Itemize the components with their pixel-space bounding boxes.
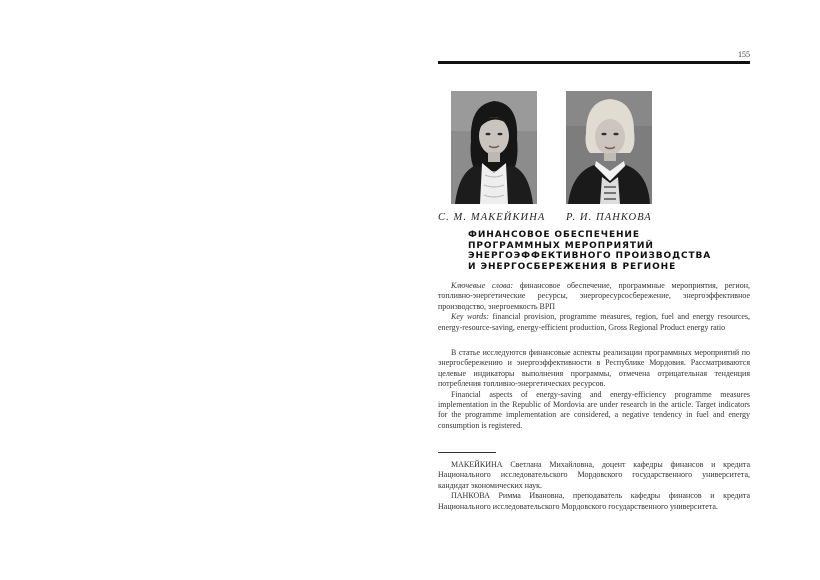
author-name-1: С. М. МАКЕЙКИНА	[438, 212, 546, 223]
keywords-ru-text: финансовое обеспечение, программные мероприятия, регион, топливно-энергетические ресурсы, энергоресурсосбережение, энергоэффективное производство, энергоемкость ВРП	[438, 281, 750, 311]
author-footnotes	[438, 460, 750, 512]
author-photo-2	[566, 91, 652, 204]
abstract-en: Financial aspects of energy-saving and energy-efficiency programme measures implementation in the Republic of Mordovia are under research in the article. Target indicators for the programme implementation are considered, a negative tendency in fuel and energy consumption is registered.	[438, 389, 750, 430]
page-number: 155	[738, 50, 750, 59]
keywords-en-label: Key words:	[451, 312, 489, 322]
title-line: ЭНЕРГОЭФФЕКТИВНОГО ПРОИЗВОДСТВА	[468, 251, 712, 261]
title-line: ФИНАНСОВОЕ ОБЕСПЕЧЕНИЕ	[468, 230, 640, 240]
title-line: И ЭНЕРГОСБЕРЕЖЕНИЯ В РЕГИОНЕ	[468, 261, 677, 272]
footnote-rule	[438, 452, 496, 453]
keywords-ru	[438, 281, 750, 312]
keywords-en	[438, 312, 750, 333]
keywords-en-text: financial provision, programme measures, region, fuel and energy resources, energy-resource-saving, energy-efficient production, Gross Regional Product energy ratio	[438, 312, 750, 332]
abstract-ru: В статье исследуются финансовые аспекты реализации программных мероприятий по энергосбережению и энергоэффективности в Республике Мордовия. Рассматриваются целевые индикаторы выполнения программы, отмечена отрицательная тенденция потребления топливно-энергетических ресурсов.	[438, 348, 750, 389]
article-title	[468, 230, 750, 272]
footnote-author-2: ПАНКОВА Римма Ивановна, преподаватель кафедры финансов и кредита Национального исследовательского Мордовского государственного университета.	[438, 491, 750, 511]
author-photo-1	[451, 91, 537, 204]
abstract-block	[438, 348, 750, 431]
title-line: ПРОГРАММНЫХ МЕРОПРИЯТИЙ	[468, 240, 654, 251]
author-name-2: Р. И. ПАНКОВА	[566, 212, 652, 223]
footnote-author-1: МАКЕЙКИНА Светлана Михайловна, доцент кафедры финансов и кредита Национального исследовательского Мордовского государственного университета, кандидат экономических наук.	[438, 460, 750, 490]
journal-page	[438, 50, 750, 550]
keywords-block	[438, 281, 750, 333]
keywords-ru-label: Ключевые слова:	[451, 281, 514, 290]
header-rule	[438, 61, 750, 64]
